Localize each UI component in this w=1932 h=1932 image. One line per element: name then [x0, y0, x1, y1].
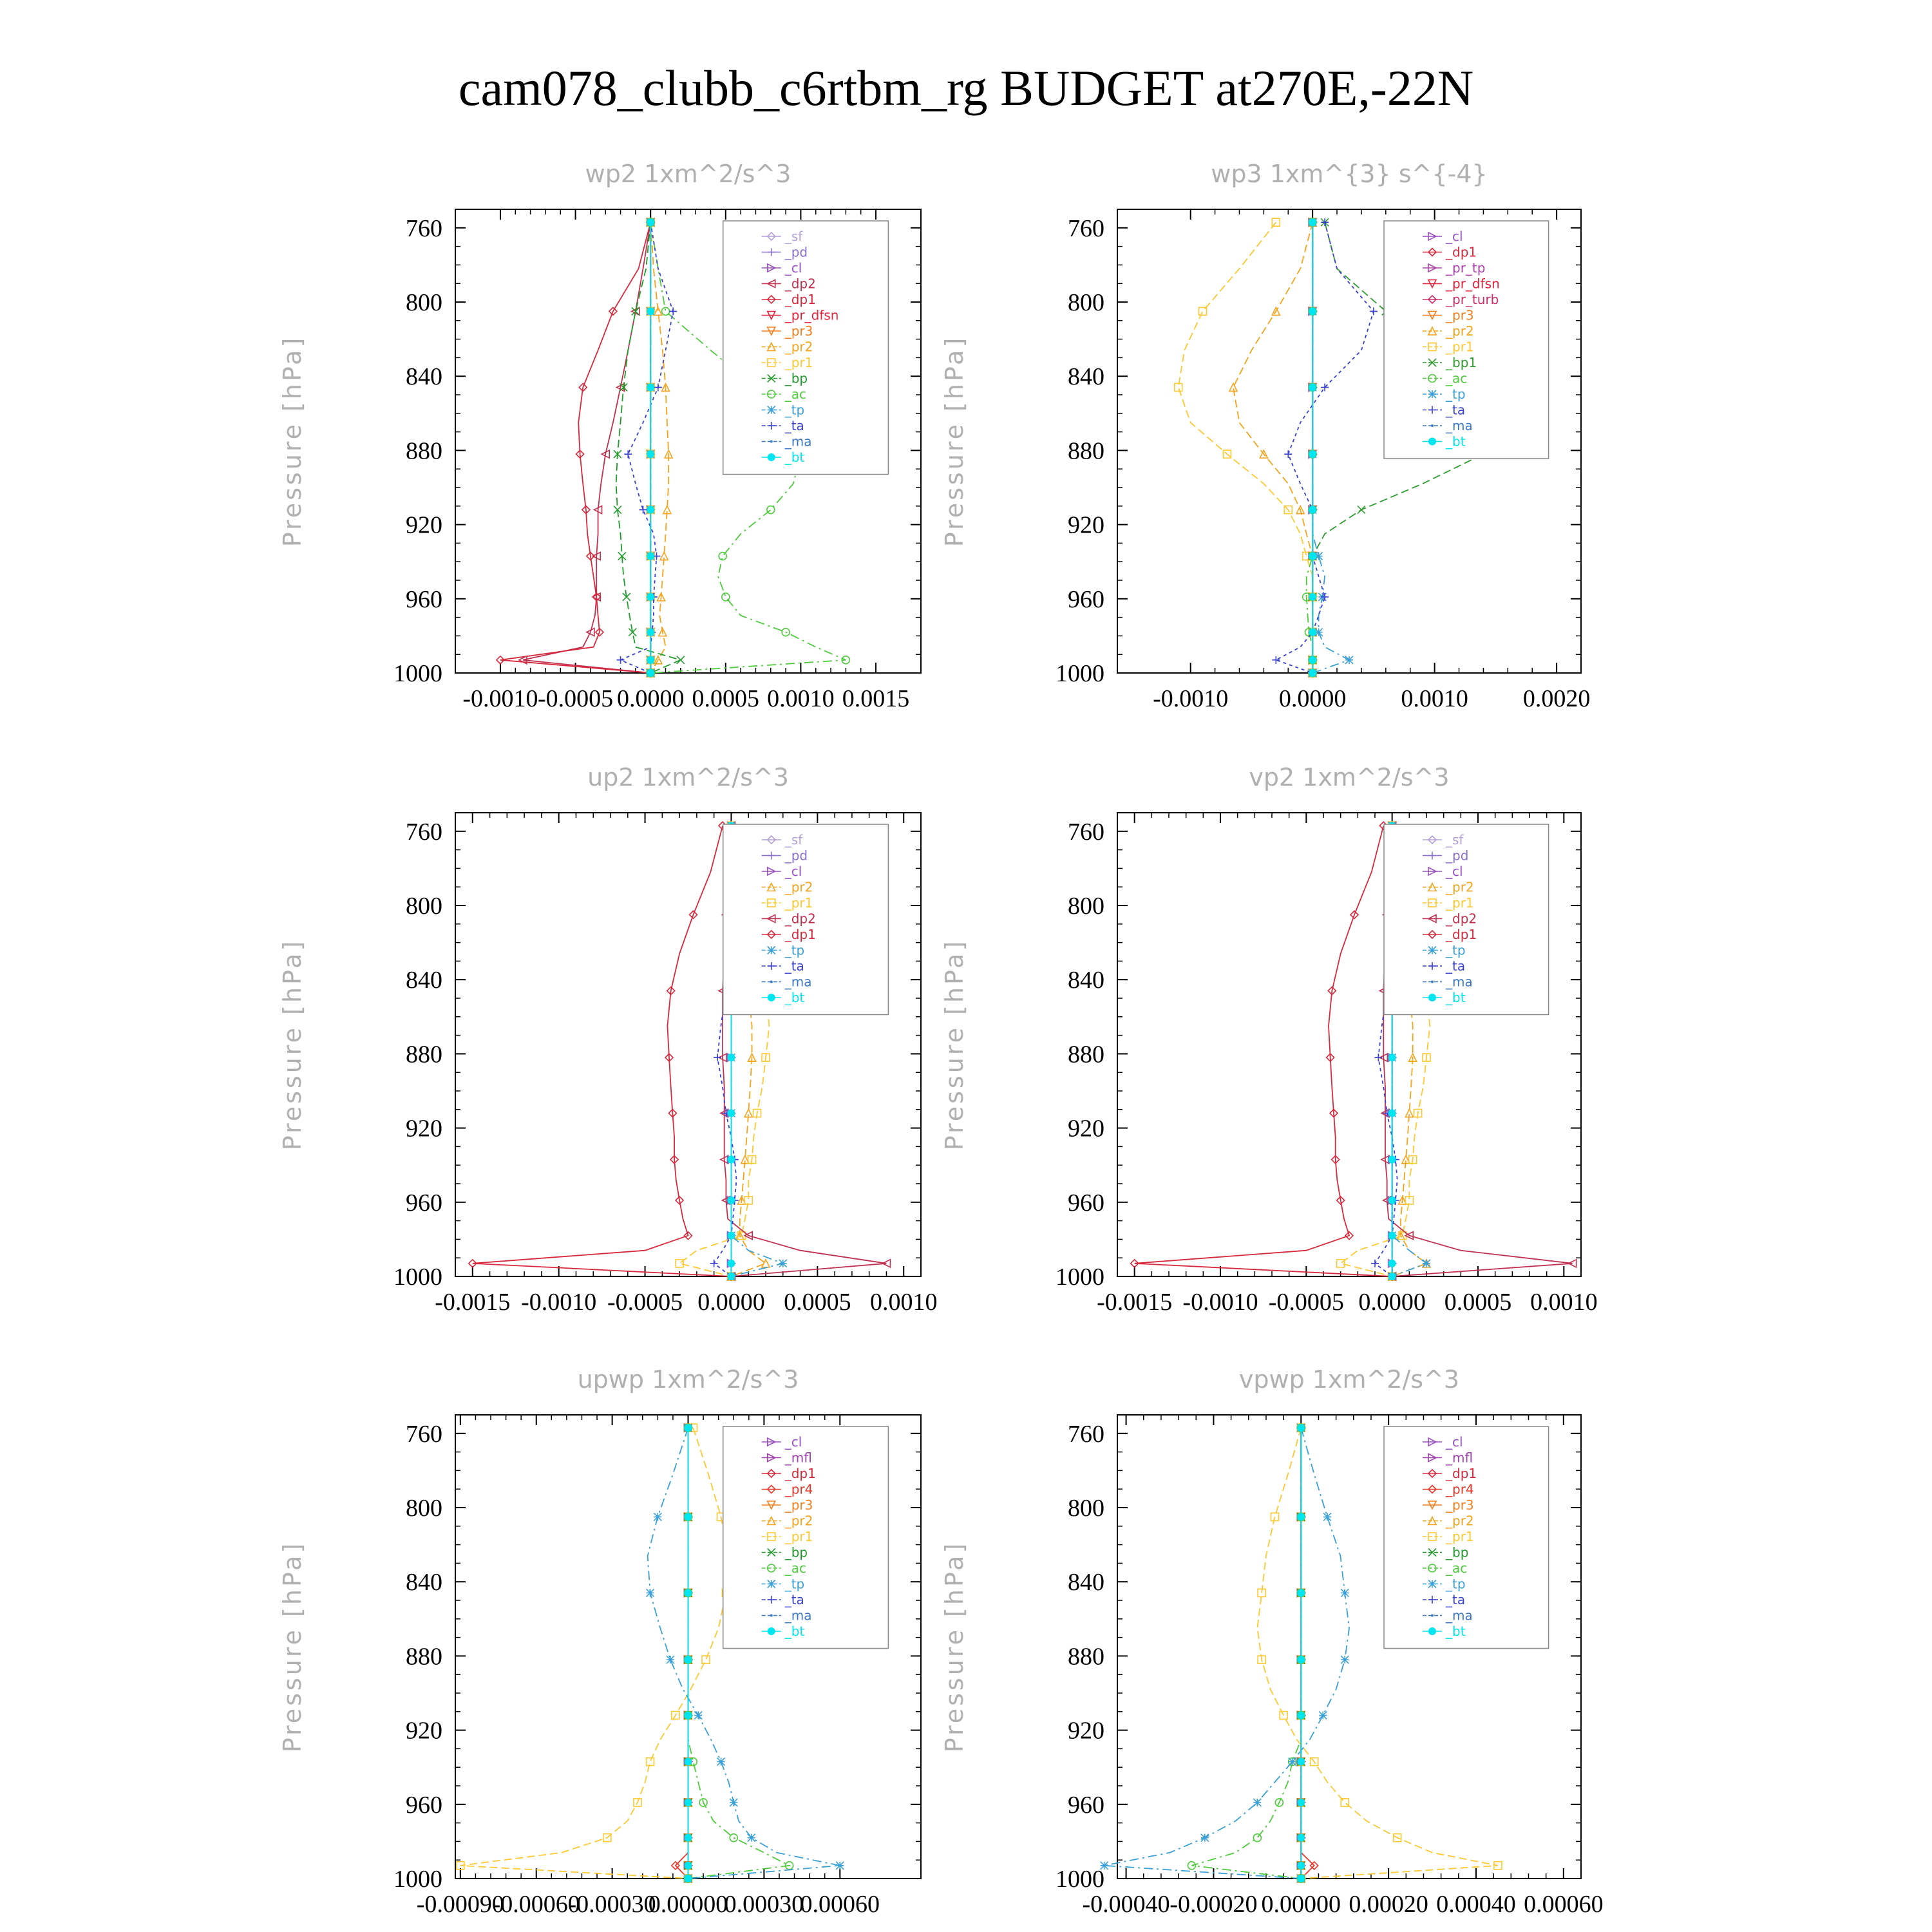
- x-tick-label: -0.00020: [1170, 1891, 1258, 1918]
- y-tick-label: 1000: [393, 1866, 442, 1893]
- y-tick-label: 840: [406, 967, 442, 994]
- series-marker-tp: [654, 1513, 661, 1520]
- series-marker-tp: [730, 1799, 737, 1806]
- series-line-dp1: [1135, 826, 1392, 1276]
- series-marker-bt: [1388, 1260, 1396, 1267]
- series-marker-bt: [727, 1156, 735, 1164]
- series-marker-tp: [1101, 1862, 1108, 1870]
- series-marker-tp: [1323, 1513, 1331, 1520]
- panel-title: up2 1xm^2/s^3: [587, 763, 789, 791]
- y-tick-label: 880: [406, 1041, 442, 1068]
- legend-marker: [1428, 1627, 1436, 1635]
- legend-label: _bp: [784, 370, 808, 386]
- legend-label: _pr1: [1446, 895, 1474, 911]
- legend-label: _sf: [1446, 832, 1464, 848]
- series-marker-bt: [1309, 553, 1316, 560]
- legend-marker: [768, 947, 775, 954]
- legend-label: _bt: [784, 450, 805, 465]
- legend-label: _pr3: [784, 1497, 813, 1513]
- series-marker-bp1: [1358, 506, 1365, 514]
- series-marker-bt: [1388, 1110, 1396, 1117]
- series-line-ac: [1192, 1428, 1302, 1879]
- budget-panel-6: [940, 1365, 1604, 1918]
- y-tick-label: 960: [406, 585, 442, 613]
- legend-label: _pd: [784, 244, 808, 260]
- budget-panel-1: [278, 160, 921, 712]
- y-tick-label: 880: [1068, 1643, 1104, 1671]
- series-line-dp2: [523, 222, 650, 673]
- series-marker-bt: [727, 1260, 735, 1267]
- legend-label: _pr3: [784, 323, 813, 339]
- legend-label: _cl: [1446, 864, 1463, 879]
- legend-label: _pd: [1446, 848, 1469, 864]
- legend-label: _pr2: [784, 1513, 813, 1529]
- legend-label: _ta: [1446, 958, 1466, 974]
- legend-label: _cl: [1446, 1434, 1463, 1450]
- series-marker-bp: [677, 656, 685, 664]
- series-marker-bt: [1297, 1589, 1305, 1596]
- legend-label: _bp1: [1446, 355, 1477, 370]
- series-line-ac: [1307, 222, 1313, 673]
- x-tick-label: 0.0010: [1401, 685, 1468, 712]
- series-marker-bt: [647, 307, 654, 315]
- series-marker-tp: [1341, 1589, 1349, 1596]
- legend-label: _tp: [1446, 1576, 1466, 1592]
- series-marker-bt: [1388, 1197, 1396, 1204]
- x-tick-label: -0.0010: [1182, 1289, 1258, 1316]
- x-tick-label: 0.0020: [1522, 685, 1591, 712]
- legend-label: _dp2: [784, 911, 816, 927]
- series-marker-bt: [1297, 1875, 1305, 1882]
- y-tick-label: 880: [1068, 437, 1104, 465]
- x-tick-label: -0.0015: [1097, 1289, 1173, 1316]
- legend-label: _tp: [784, 402, 805, 418]
- series-marker-bt: [685, 1424, 692, 1432]
- series-marker-ta: [1374, 1054, 1382, 1061]
- series-marker-bt: [727, 1273, 735, 1280]
- series-marker-tp: [647, 1589, 654, 1596]
- legend-label: _pr4: [1446, 1481, 1474, 1497]
- series-marker-ta: [639, 506, 647, 514]
- series-marker-bt: [647, 383, 654, 391]
- legend-label: _ma: [784, 433, 812, 450]
- legend-label: _ma: [1446, 418, 1473, 433]
- series-marker-tp: [836, 1862, 844, 1870]
- x-tick-label: 0.0000: [1278, 685, 1347, 712]
- y-tick-label: 960: [1068, 585, 1104, 613]
- series-marker-ta: [1370, 307, 1378, 315]
- x-tick-label: 0.0015: [842, 685, 910, 712]
- y-axis-label: Pressure [hPa]: [278, 938, 307, 1151]
- y-tick-label: 800: [1068, 289, 1104, 316]
- legend-label: _bt: [1446, 433, 1466, 450]
- x-tick-label: -0.00040: [1082, 1891, 1170, 1918]
- legend-label: _bp: [784, 1544, 808, 1560]
- series-marker-bt: [727, 1054, 735, 1061]
- y-tick-label: 800: [1068, 893, 1104, 920]
- y-tick-label: 920: [1068, 1115, 1104, 1142]
- series-marker-bt: [685, 1834, 692, 1842]
- series-marker-bt: [1388, 1273, 1396, 1280]
- legend-label: _pr2: [1446, 323, 1474, 339]
- legend-marker: [1428, 947, 1436, 954]
- legend-label: _ta: [784, 1592, 804, 1607]
- legend-label: _pr3: [1446, 1497, 1474, 1513]
- legend-label: _pr4: [784, 1481, 813, 1497]
- series-marker-pr1: [1175, 383, 1182, 391]
- series-marker-tp: [1289, 1758, 1296, 1766]
- series-marker-ta: [669, 307, 677, 315]
- panel-title: upwp 1xm^2/s^3: [577, 1365, 799, 1394]
- legend-label: _bt: [784, 990, 805, 1005]
- budget-panel-5: [278, 1365, 921, 1918]
- y-tick-label: 760: [406, 818, 442, 846]
- y-tick-label: 960: [1068, 1791, 1104, 1819]
- series-line-tp: [1312, 222, 1349, 673]
- series-marker-bt: [1309, 669, 1316, 677]
- x-tick-label: 0.0010: [869, 1289, 938, 1316]
- series-line-pr2: [650, 222, 668, 673]
- series-marker-bt: [1388, 1054, 1396, 1061]
- series-marker-tp: [779, 1260, 787, 1267]
- series-marker-bt: [647, 656, 654, 664]
- series-marker-bt: [1297, 1712, 1305, 1719]
- legend-marker: [770, 981, 773, 983]
- series-marker-bt: [685, 1656, 692, 1663]
- x-tick-label: 0.00060: [800, 1891, 880, 1918]
- y-tick-label: 840: [406, 1569, 442, 1596]
- x-tick-label: 0.0010: [1530, 1289, 1598, 1316]
- y-tick-label: 800: [406, 289, 442, 316]
- series-line-dp1: [473, 826, 732, 1276]
- x-tick-label: -0.0015: [435, 1289, 511, 1316]
- series-marker-ta: [624, 450, 632, 458]
- legend-label: _pd: [784, 848, 808, 864]
- series-marker-bt: [1309, 656, 1316, 664]
- legend-label: _cl: [784, 260, 802, 276]
- x-tick-label: 0.00030: [724, 1891, 804, 1918]
- y-tick-label: 1000: [1056, 660, 1104, 687]
- legend-label: _pr_turb: [1446, 292, 1499, 307]
- legend-label: _dp1: [784, 292, 816, 307]
- y-tick-label: 960: [406, 1791, 442, 1819]
- y-tick-label: 840: [406, 363, 442, 391]
- x-tick-label: -0.00090: [416, 1891, 504, 1918]
- legend-marker: [1428, 438, 1436, 446]
- figure-title: cam078_clubb_c6rtbm_rg BUDGET at270E,-22N: [458, 60, 1474, 116]
- legend-marker: [1428, 994, 1436, 1001]
- budget-panel-4: [940, 763, 1598, 1316]
- legend-label: _dp1: [784, 927, 816, 942]
- series-marker-bt: [1297, 1656, 1305, 1663]
- series-marker-ta: [714, 1054, 721, 1061]
- x-tick-label: 0.00000: [1261, 1891, 1341, 1918]
- series-marker-pr1: [702, 1656, 710, 1663]
- y-tick-label: 760: [1068, 214, 1104, 242]
- y-tick-label: 880: [1068, 1041, 1104, 1068]
- y-tick-label: 960: [1068, 1189, 1104, 1217]
- legend-marker: [1431, 424, 1434, 427]
- y-axis-label: Pressure [hPa]: [940, 1540, 969, 1753]
- x-tick-label: -0.0010: [1153, 685, 1229, 712]
- series-marker-bt: [647, 553, 654, 560]
- legend-marker: [1428, 390, 1436, 398]
- series-marker-pr1: [647, 1758, 654, 1766]
- legend-label: _pr2: [1446, 879, 1474, 895]
- series-marker-bt: [1309, 383, 1316, 391]
- series-marker-bt: [685, 1799, 692, 1806]
- series-marker-ta: [710, 1260, 718, 1267]
- legend-label: _pr1: [1446, 339, 1474, 355]
- series-marker-ac: [1253, 1834, 1261, 1842]
- y-tick-label: 920: [406, 511, 442, 539]
- series-marker-ac: [719, 553, 726, 560]
- y-axis-label: Pressure [hPa]: [278, 1540, 307, 1753]
- x-tick-label: 0.0000: [1358, 1289, 1426, 1316]
- legend-label: _sf: [784, 229, 803, 244]
- y-tick-label: 800: [1068, 1495, 1104, 1522]
- series-marker-bt: [1309, 506, 1316, 514]
- series-line-pr2: [1233, 222, 1312, 673]
- x-tick-label: 0.0000: [697, 1289, 765, 1316]
- series-marker-bt: [647, 450, 654, 458]
- y-tick-label: 920: [406, 1717, 442, 1745]
- legend-label: _dp1: [1446, 1466, 1477, 1481]
- series-marker-bt: [647, 669, 654, 677]
- series-marker-bt: [685, 1712, 692, 1719]
- panel-title: vp2 1xm^2/s^3: [1249, 763, 1450, 791]
- series-marker-bt: [685, 1513, 692, 1520]
- legend-label: _bt: [1446, 1624, 1466, 1639]
- series-marker-ac: [767, 506, 775, 514]
- x-tick-label: 0.0000: [616, 685, 685, 712]
- legend-label: _pr1: [784, 895, 813, 911]
- y-tick-label: 880: [406, 1643, 442, 1671]
- y-tick-label: 840: [1068, 967, 1104, 994]
- x-tick-label: -0.0005: [538, 685, 614, 712]
- series-line-ta: [1276, 222, 1374, 673]
- y-axis-label: Pressure [hPa]: [278, 335, 307, 547]
- legend-label: _dp2: [1446, 911, 1477, 927]
- y-tick-label: 800: [406, 1495, 442, 1522]
- legend-label: _ma: [1446, 974, 1473, 990]
- series-marker-ta: [617, 656, 625, 664]
- series-marker-bt: [1297, 1758, 1305, 1766]
- legend-label: _bp: [1446, 1544, 1469, 1560]
- series-marker-ac: [722, 593, 730, 601]
- legend-marker: [770, 440, 773, 443]
- series-marker-tp: [717, 1758, 725, 1766]
- series-marker-bt: [727, 1197, 735, 1204]
- legend-label: _cl: [1446, 229, 1463, 244]
- legend-label: _bt: [784, 1624, 805, 1639]
- x-tick-label: 0.0005: [784, 1289, 851, 1316]
- series-marker-bt: [1297, 1513, 1305, 1520]
- series-marker-bt: [1297, 1799, 1305, 1806]
- series-marker-bt: [647, 629, 654, 636]
- legend-label: _pr2: [1446, 1513, 1474, 1529]
- series-marker-bt: [1309, 629, 1316, 636]
- x-tick-label: 0.00020: [1349, 1891, 1428, 1918]
- series-marker-bt: [685, 1862, 692, 1870]
- legend-label: _ta: [784, 958, 804, 974]
- legend-label: _ma: [1446, 1607, 1473, 1624]
- series-marker-bt: [1309, 593, 1316, 601]
- panel-title: wp2 1xm^2/s^3: [585, 160, 791, 188]
- series-marker-bt: [685, 1875, 692, 1882]
- series-line-pr4: [1301, 1428, 1314, 1879]
- x-tick-label: -0.00060: [492, 1891, 580, 1918]
- series-line-tp: [1104, 1428, 1349, 1879]
- legend-label: _pr2: [784, 339, 813, 355]
- y-tick-label: 920: [1068, 511, 1104, 539]
- panel-title: wp3 1xm^{3} s^{-4}: [1211, 160, 1488, 188]
- x-tick-label: -0.0010: [462, 685, 538, 712]
- legend-label: _dp1: [1446, 244, 1477, 260]
- series-marker-bt: [1309, 450, 1316, 458]
- legend-label: _mfl: [1446, 1450, 1473, 1466]
- y-tick-label: 960: [406, 1189, 442, 1217]
- budget-panel-3: [278, 763, 937, 1316]
- y-tick-label: 920: [1068, 1717, 1104, 1745]
- x-tick-label: -0.00030: [568, 1891, 656, 1918]
- series-marker-bt: [685, 1589, 692, 1596]
- series-marker-bt: [727, 1110, 735, 1117]
- legend-label: _tp: [784, 1576, 805, 1592]
- y-tick-label: 760: [406, 214, 442, 242]
- legend-label: _ta: [784, 418, 804, 433]
- series-marker-bt: [647, 218, 654, 226]
- series-marker-bt: [1297, 1862, 1305, 1870]
- series-marker-ta: [1284, 450, 1292, 458]
- legend-marker: [1431, 1615, 1434, 1617]
- series-marker-bt: [1309, 218, 1316, 226]
- panel-title: vpwp 1xm^2/s^3: [1238, 1365, 1460, 1394]
- x-tick-label: 0.0010: [767, 685, 835, 712]
- legend-marker: [1428, 1580, 1436, 1588]
- legend-label: _ta: [1446, 402, 1466, 418]
- series-marker-bt: [1388, 1156, 1396, 1164]
- y-tick-label: 760: [1068, 1420, 1104, 1448]
- y-tick-label: 800: [406, 893, 442, 920]
- series-marker-tp: [1319, 1712, 1327, 1719]
- x-tick-label: -0.0005: [607, 1289, 683, 1316]
- series-marker-tp: [1253, 1799, 1261, 1806]
- legend-marker: [768, 453, 775, 461]
- series-marker-bt: [1297, 1834, 1305, 1842]
- legend-label: _ac: [784, 1560, 806, 1576]
- x-tick-label: 0.0005: [692, 685, 760, 712]
- legend-label: _ac: [784, 386, 806, 402]
- legend-label: _pr1: [784, 355, 813, 370]
- series-marker-bt: [727, 1232, 735, 1240]
- series-marker-bt: [647, 506, 654, 514]
- legend-label: _pr2: [784, 879, 813, 895]
- y-tick-label: 760: [1068, 818, 1104, 846]
- x-tick-label: 0.00060: [1524, 1891, 1604, 1918]
- legend-label: _pr1: [1446, 1529, 1474, 1544]
- series-marker-bt: [1388, 1232, 1396, 1240]
- legend-label: _ma: [784, 974, 812, 990]
- series-marker-tp: [1423, 1260, 1430, 1267]
- y-tick-label: 880: [406, 437, 442, 465]
- x-tick-label: -0.0010: [521, 1289, 597, 1316]
- legend-label: _bt: [1446, 990, 1466, 1005]
- legend-marker: [768, 406, 775, 414]
- series-marker-tp: [1201, 1834, 1209, 1842]
- series-marker-ta: [1371, 1260, 1379, 1267]
- budget-panel-2: [940, 160, 1590, 712]
- legend-label: _mfl: [784, 1450, 812, 1466]
- x-tick-label: -0.0005: [1268, 1289, 1344, 1316]
- y-tick-label: 840: [1068, 363, 1104, 391]
- y-axis-label: Pressure [hPa]: [940, 938, 969, 1151]
- series-marker-bt: [1297, 1424, 1305, 1432]
- legend-label: _tp: [1446, 942, 1466, 958]
- y-axis-label: Pressure [hPa]: [940, 335, 969, 547]
- series-marker-bt: [647, 593, 654, 601]
- x-tick-label: 0.0005: [1444, 1289, 1512, 1316]
- y-tick-label: 1000: [393, 1264, 442, 1291]
- y-tick-label: 840: [1068, 1569, 1104, 1596]
- legend-label: _ac: [1446, 1560, 1468, 1576]
- series-marker-tp: [667, 1656, 674, 1663]
- legend-marker: [1431, 981, 1434, 983]
- legend-label: _sf: [784, 832, 803, 848]
- legend-label: _ma: [784, 1607, 812, 1624]
- legend-marker: [768, 1627, 775, 1635]
- y-tick-label: 760: [406, 1420, 442, 1448]
- series-marker-ta: [1272, 656, 1280, 664]
- series-line-pr4: [676, 1428, 688, 1879]
- legend-label: _ta: [1446, 1592, 1466, 1607]
- series-marker-bt: [1309, 307, 1316, 315]
- y-tick-label: 1000: [1056, 1264, 1104, 1291]
- legend-label: _dp1: [784, 1466, 816, 1481]
- y-tick-label: 1000: [393, 660, 442, 687]
- legend-label: _pr_dfsn: [1446, 276, 1500, 292]
- legend-label: _pr_tp: [1446, 260, 1486, 276]
- legend-marker: [768, 1580, 775, 1588]
- x-tick-label: 0.00040: [1436, 1891, 1516, 1918]
- legend-label: _ac: [1446, 370, 1468, 386]
- series-marker-tp: [694, 1712, 702, 1719]
- x-tick-label: 0.00000: [648, 1891, 728, 1918]
- legend-label: _dp1: [1446, 927, 1477, 942]
- series-marker-ta: [654, 383, 662, 391]
- y-tick-label: 920: [406, 1115, 442, 1142]
- series-marker-bt: [685, 1758, 692, 1766]
- series-marker-tp: [748, 1834, 755, 1842]
- legend-label: _pr3: [1446, 307, 1474, 323]
- legend-label: _cl: [784, 864, 802, 879]
- legend-label: _tp: [784, 942, 805, 958]
- series-marker-tp: [1341, 1656, 1349, 1663]
- legend-label: _pr1: [784, 1529, 813, 1544]
- series-marker-tp: [1345, 656, 1353, 664]
- legend-label: _cl: [784, 1434, 802, 1450]
- legend-marker: [768, 994, 775, 1001]
- legend-marker: [770, 1615, 773, 1617]
- legend-label: _pr_dfsn: [784, 307, 839, 323]
- y-tick-label: 1000: [1056, 1866, 1104, 1893]
- legend-label: _tp: [1446, 386, 1466, 402]
- series-line-pr1: [1179, 222, 1313, 673]
- legend-label: _dp2: [784, 276, 816, 292]
